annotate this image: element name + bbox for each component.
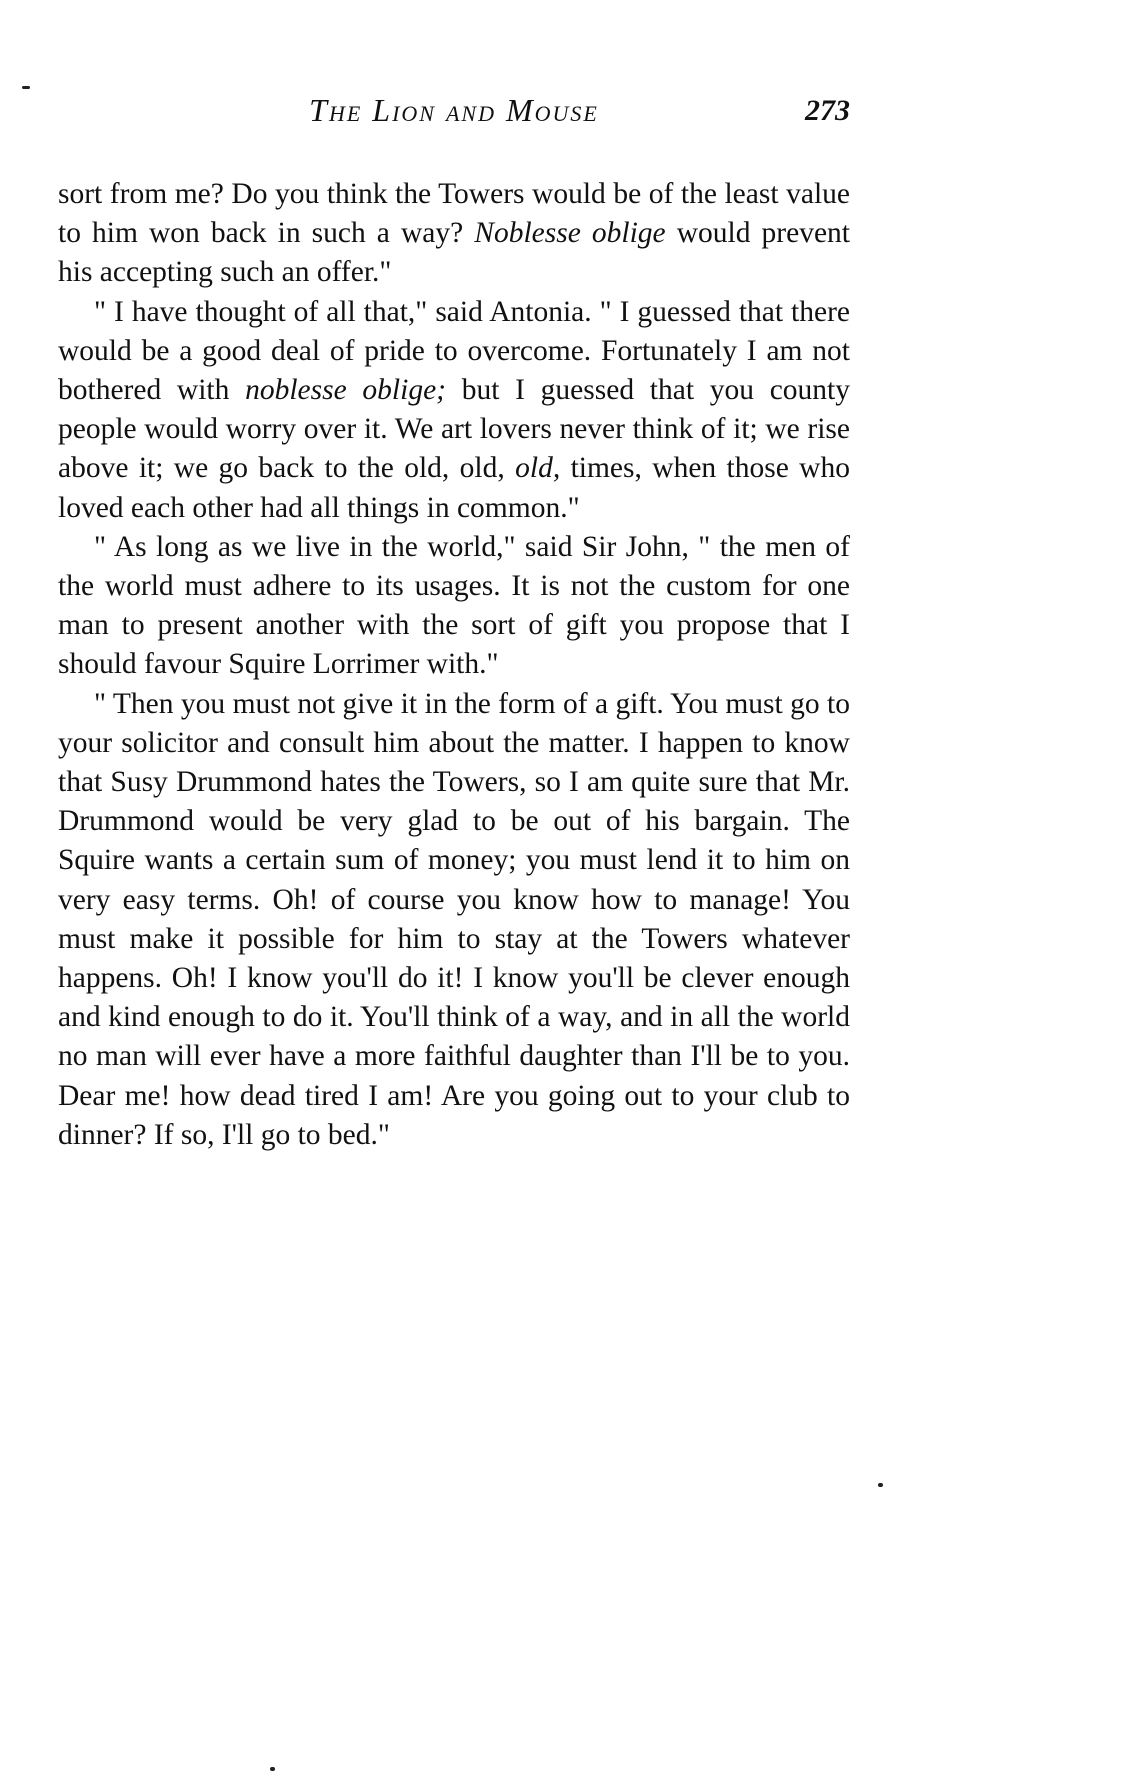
paragraph: " As long as we live in the world," said Sir John, " the men of the world must adhere to its usages. It is not the custom for one man to present another with the sort of gift you propose that I should favour Squire Lorrimer with." — [58, 530, 850, 681]
italic-phrase: old, — [515, 452, 561, 485]
scan-speck — [270, 1767, 275, 1771]
paragraph: " Then you must not give it in the form of a gift. You must go to your solicitor and consult him about the matter. I happen to know that Susy Drummond hates the Towers, so I am quite sure that Mr. Drummond would be very glad to be out of his bargain. The Squire wants a certain sum of money; you must lend it to him on very easy terms. Oh! of course you know how to manage! You must make it possible for him to stay at the Towers whatever happens. Oh! I know you'll do it! I know you'll be clever enough and kind enough to do it. You'll think of a way, and in all the world no man will ever have a more faithful daughter than I'll be to you. Dear me! how dead tired I am! Are you going out to your club to dinner? If so, I'll go to bed." — [58, 687, 850, 1151]
text-run: would prevent his accepting such an offer." — [58, 217, 850, 289]
running-title: The Lion and Mouse — [309, 92, 599, 128]
text-run: sort from me? Do you think the Towers would be of the least value to him won back in such a way? — [58, 178, 850, 250]
text-run: " I have thought of all that," said Antonia. " I guessed that there would be a good deal of pride to overcome. Fortunately I am not bothered with — [58, 295, 850, 407]
page-number: 273 — [805, 94, 850, 127]
scan-speck — [22, 86, 30, 89]
body-text — [58, 175, 850, 1155]
paragraph — [58, 175, 850, 293]
text-run: times, when those who loved each other had all things in common." — [58, 452, 850, 524]
italic-phrase: Noblesse oblige — [474, 217, 666, 250]
paragraph — [58, 293, 850, 528]
scan-speck — [878, 1483, 883, 1487]
text-run: but I guessed that you county people would worry over it. We art lovers never think of it; we rise above it; we go back to the old, old, — [58, 374, 850, 485]
italic-phrase: noblesse oblige; — [245, 374, 446, 407]
page-header — [58, 92, 850, 136]
